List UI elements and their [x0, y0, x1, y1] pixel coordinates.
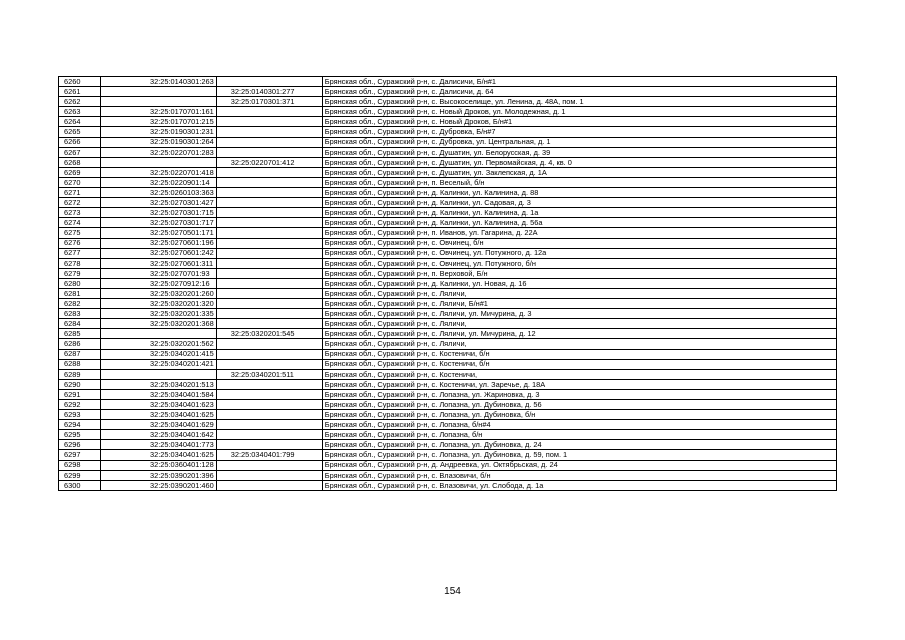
cadastral-number-cell: 32:25:0340401:629 [101, 420, 217, 430]
cadastral-number-cell: 32:25:0170701:161 [101, 107, 217, 117]
table-row [59, 329, 837, 339]
row-number-cell: 6286 [59, 339, 101, 349]
object-cadastral-number-cell [216, 177, 322, 187]
address-cell: Брянская обл., Суражский р-н, с. Лопазна, ул. Дубиновка, д. 56 [322, 400, 836, 410]
row-number-cell: 6291 [59, 389, 101, 399]
object-cadastral-number-cell [216, 228, 322, 238]
table-row [59, 349, 837, 359]
object-cadastral-number-cell [216, 127, 322, 137]
object-cadastral-number-cell [216, 299, 322, 309]
table-row [59, 228, 837, 238]
object-cadastral-number-cell: 32:25:0170301:371 [216, 97, 322, 107]
object-cadastral-number-cell [216, 258, 322, 268]
row-number-cell: 6274 [59, 218, 101, 228]
cadastral-number-cell: 32:25:0390201:460 [101, 480, 217, 490]
cadastral-number-cell: 32:25:0220701:283 [101, 147, 217, 157]
cadastral-number-cell: 32:25:0340401:773 [101, 440, 217, 450]
row-number-cell: 6261 [59, 87, 101, 97]
registry-table [58, 76, 837, 491]
row-number-cell: 6260 [59, 77, 101, 87]
row-number-cell: 6297 [59, 450, 101, 460]
table-row [59, 248, 837, 258]
cadastral-number-cell: 32:25:0270501:171 [101, 228, 217, 238]
row-number-cell: 6280 [59, 278, 101, 288]
row-number-cell: 6287 [59, 349, 101, 359]
table-row [59, 359, 837, 369]
address-cell: Брянская обл., Суражский р-н, с. Костеничи, б/н [322, 349, 836, 359]
row-number-cell: 6269 [59, 167, 101, 177]
address-cell: Брянская обл., Суражский р-н, с. Новый Дроков, ул. Молодежная, д. 1 [322, 107, 836, 117]
cadastral-number-cell: 32:25:0140301:263 [101, 77, 217, 87]
table-row [59, 278, 837, 288]
address-cell: Брянская обл., Суражский р-н, с. Влазовичи, б/н [322, 470, 836, 480]
address-cell: Брянская обл., Суражский р-н, с. Лопазна, ул. Дубиновка, д. 24 [322, 440, 836, 450]
cadastral-number-cell: 32:25:0270301:715 [101, 208, 217, 218]
address-cell: Брянская обл., Суражский р-н, с. Дубровка, Б/н#7 [322, 127, 836, 137]
row-number-cell: 6263 [59, 107, 101, 117]
row-number-cell: 6288 [59, 359, 101, 369]
table-row [59, 127, 837, 137]
address-cell: Брянская обл., Суражский р-н, с. Душатин, ул. Заклепская, д. 1А [322, 167, 836, 177]
address-cell: Брянская обл., Суражский р-н, с. Новый Дроков, Б/н#1 [322, 117, 836, 127]
row-number-cell: 6276 [59, 238, 101, 248]
address-cell: Брянская обл., Суражский р-н, с. Душатин, ул. Первомайская, д. 4, кв. 0 [322, 157, 836, 167]
table-row [59, 198, 837, 208]
object-cadastral-number-cell: 32:25:0340401:799 [216, 450, 322, 460]
row-number-cell: 6273 [59, 208, 101, 218]
cadastral-number-cell: 32:25:0340401:623 [101, 400, 217, 410]
registry-table-body [59, 77, 837, 491]
object-cadastral-number-cell [216, 389, 322, 399]
table-row [59, 309, 837, 319]
object-cadastral-number-cell [216, 117, 322, 127]
address-cell: Брянская обл., Суражский р-н, с. Лопазна, ул. Дубиновка, б/н [322, 410, 836, 420]
cadastral-number-cell: 32:25:0340401:584 [101, 389, 217, 399]
object-cadastral-number-cell [216, 440, 322, 450]
table-row [59, 137, 837, 147]
table-row [59, 218, 837, 228]
object-cadastral-number-cell [216, 268, 322, 278]
cadastral-number-cell: 32:25:0340401:625 [101, 410, 217, 420]
row-number-cell: 6265 [59, 127, 101, 137]
cadastral-number-cell: 32:25:0170701:215 [101, 117, 217, 127]
object-cadastral-number-cell [216, 430, 322, 440]
object-cadastral-number-cell [216, 278, 322, 288]
cadastral-number-cell: 32:25:0270301:427 [101, 198, 217, 208]
object-cadastral-number-cell [216, 167, 322, 177]
table-row [59, 379, 837, 389]
cadastral-number-cell: 32:25:0260103:363 [101, 188, 217, 198]
table-row [59, 268, 837, 278]
row-number-cell: 6262 [59, 97, 101, 107]
object-cadastral-number-cell [216, 309, 322, 319]
object-cadastral-number-cell [216, 379, 322, 389]
object-cadastral-number-cell [216, 137, 322, 147]
table-row [59, 460, 837, 470]
address-cell: Брянская обл., Суражский р-н, с. Душатин, ул. Белорусская, д. 39 [322, 147, 836, 157]
cadastral-number-cell: 32:25:0270301:717 [101, 218, 217, 228]
row-number-cell: 6296 [59, 440, 101, 450]
object-cadastral-number-cell [216, 470, 322, 480]
object-cadastral-number-cell [216, 359, 322, 369]
row-number-cell: 6268 [59, 157, 101, 167]
object-cadastral-number-cell [216, 198, 322, 208]
table-row [59, 208, 837, 218]
table-row [59, 107, 837, 117]
object-cadastral-number-cell: 32:25:0220701:412 [216, 157, 322, 167]
address-cell: Брянская обл., Суражский р-н, с. Лопазна, ул. Жариновка, д. 3 [322, 389, 836, 399]
table-row [59, 157, 837, 167]
address-cell: Брянская обл., Суражский р-н, с. Костеничи, б/н [322, 359, 836, 369]
row-number-cell: 6295 [59, 430, 101, 440]
cadastral-number-cell: 32:25:0190301:264 [101, 137, 217, 147]
table-row [59, 369, 837, 379]
address-cell: Брянская обл., Суражский р-н, с. Ляличи, ул. Мичурина, д. 12 [322, 329, 836, 339]
table-row [59, 420, 837, 430]
object-cadastral-number-cell [216, 410, 322, 420]
row-number-cell: 6285 [59, 329, 101, 339]
address-cell: Брянская обл., Суражский р-н, с. Ляличи, [322, 319, 836, 329]
cadastral-number-cell: 32:25:0270601:242 [101, 248, 217, 258]
row-number-cell: 6266 [59, 137, 101, 147]
cadastral-number-cell [101, 97, 217, 107]
object-cadastral-number-cell [216, 238, 322, 248]
table-row [59, 299, 837, 309]
object-cadastral-number-cell [216, 218, 322, 228]
cadastral-number-cell: 32:25:0320201:335 [101, 309, 217, 319]
cadastral-number-cell: 32:25:0270912:16 [101, 278, 217, 288]
cadastral-number-cell: 32:25:0270601:196 [101, 238, 217, 248]
object-cadastral-number-cell: 32:25:0340201:511 [216, 369, 322, 379]
table-row [59, 339, 837, 349]
address-cell: Брянская обл., Суражский р-н, д. Калинки, ул. Калинина, д. 88 [322, 188, 836, 198]
row-number-cell: 6267 [59, 147, 101, 157]
table-row [59, 430, 837, 440]
row-number-cell: 6300 [59, 480, 101, 490]
page-number: 154 [444, 586, 461, 597]
row-number-cell: 6272 [59, 198, 101, 208]
table-row [59, 117, 837, 127]
row-number-cell: 6278 [59, 258, 101, 268]
table-row [59, 400, 837, 410]
table-row [59, 77, 837, 87]
cadastral-number-cell: 32:25:0340401:625 [101, 450, 217, 460]
cadastral-number-cell: 32:25:0220701:418 [101, 167, 217, 177]
object-cadastral-number-cell [216, 339, 322, 349]
table-row [59, 188, 837, 198]
cadastral-number-cell: 32:25:0190301:231 [101, 127, 217, 137]
table-row [59, 440, 837, 450]
address-cell: Брянская обл., Суражский р-н, с. Овчинец, ул. Потужного, б/н [322, 258, 836, 268]
object-cadastral-number-cell [216, 400, 322, 410]
row-number-cell: 6282 [59, 299, 101, 309]
table-row [59, 288, 837, 298]
table-row [59, 238, 837, 248]
row-number-cell: 6290 [59, 379, 101, 389]
address-cell: Брянская обл., Суражский р-н, с. Ляличи, Б/н#1 [322, 299, 836, 309]
object-cadastral-number-cell [216, 480, 322, 490]
address-cell: Брянская обл., Суражский р-н, с. Костеничи, [322, 369, 836, 379]
address-cell: Брянская обл., Суражский р-н, п. Иванов, ул. Гагарина, д. 22А [322, 228, 836, 238]
address-cell: Брянская обл., Суражский р-н, с. Дубровка, ул. Центральная, д. 1 [322, 137, 836, 147]
row-number-cell: 6294 [59, 420, 101, 430]
cadastral-number-cell: 32:25:0220901:14 [101, 177, 217, 187]
address-cell: Брянская обл., Суражский р-н, д. Калинки, ул. Садовая, д. 3 [322, 198, 836, 208]
row-number-cell: 6281 [59, 288, 101, 298]
address-cell: Брянская обл., Суражский р-н, с. Овчинец, ул. Потужного, д. 12а [322, 248, 836, 258]
row-number-cell: 6279 [59, 268, 101, 278]
cadastral-number-cell: 32:25:0390201:396 [101, 470, 217, 480]
address-cell: Брянская обл., Суражский р-н, п. Верховой, Б/н [322, 268, 836, 278]
object-cadastral-number-cell: 32:25:0140301:277 [216, 87, 322, 97]
object-cadastral-number-cell [216, 349, 322, 359]
cadastral-number-cell: 32:25:0320201:260 [101, 288, 217, 298]
object-cadastral-number-cell [216, 248, 322, 258]
address-cell: Брянская обл., Суражский р-н, д. Калинки, ул. Калинина, д. 56а [322, 218, 836, 228]
cadastral-number-cell: 32:25:0340401:642 [101, 430, 217, 440]
table-row [59, 258, 837, 268]
cadastral-number-cell [101, 157, 217, 167]
row-number-cell: 6299 [59, 470, 101, 480]
table-row [59, 470, 837, 480]
address-cell: Брянская обл., Суражский р-н, д. Андреевка, ул. Октябрьская, д. 24 [322, 460, 836, 470]
object-cadastral-number-cell [216, 208, 322, 218]
table-row [59, 480, 837, 490]
cadastral-number-cell: 32:25:0340201:513 [101, 379, 217, 389]
address-cell: Брянская обл., Суражский р-н, с. Ляличи, [322, 288, 836, 298]
row-number-cell: 6275 [59, 228, 101, 238]
address-cell: Брянская обл., Суражский р-н, д. Калинки, ул. Калинина, д. 1а [322, 208, 836, 218]
address-cell: Брянская обл., Суражский р-н, с. Костеничи, ул. Заречье, д. 18А [322, 379, 836, 389]
object-cadastral-number-cell [216, 288, 322, 298]
object-cadastral-number-cell [216, 420, 322, 430]
row-number-cell: 6277 [59, 248, 101, 258]
cadastral-number-cell [101, 329, 217, 339]
address-cell: Брянская обл., Суражский р-н, с. Ляличи, ул. Мичурина, д. 3 [322, 309, 836, 319]
address-cell: Брянская обл., Суражский р-н, с. Далисичи, Б/н#1 [322, 77, 836, 87]
object-cadastral-number-cell [216, 319, 322, 329]
table-row [59, 410, 837, 420]
address-cell: Брянская обл., Суражский р-н, п. Веселый, б/н [322, 177, 836, 187]
row-number-cell: 6292 [59, 400, 101, 410]
table-row [59, 147, 837, 157]
address-cell: Брянская обл., Суражский р-н, с. Влазовичи, ул. Слобода, д. 1а [322, 480, 836, 490]
address-cell: Брянская обл., Суражский р-н, д. Калинки, ул. Новая, д. 16 [322, 278, 836, 288]
table-row [59, 167, 837, 177]
object-cadastral-number-cell: 32:25:0320201:545 [216, 329, 322, 339]
cadastral-number-cell: 32:25:0320201:562 [101, 339, 217, 349]
cadastral-number-cell: 32:25:0320201:320 [101, 299, 217, 309]
address-cell: Брянская обл., Суражский р-н, с. Овчинец, б/н [322, 238, 836, 248]
table-row [59, 389, 837, 399]
cadastral-number-cell [101, 87, 217, 97]
cadastral-number-cell: 32:25:0340201:415 [101, 349, 217, 359]
row-number-cell: 6271 [59, 188, 101, 198]
row-number-cell: 6283 [59, 309, 101, 319]
table-row [59, 177, 837, 187]
row-number-cell: 6298 [59, 460, 101, 470]
table-row [59, 319, 837, 329]
row-number-cell: 6289 [59, 369, 101, 379]
table-row [59, 87, 837, 97]
row-number-cell: 6284 [59, 319, 101, 329]
address-cell: Брянская обл., Суражский р-н, с. Ляличи, [322, 339, 836, 349]
object-cadastral-number-cell [216, 107, 322, 117]
address-cell: Брянская обл., Суражский р-н, с. Лопазна, б/н#4 [322, 420, 836, 430]
object-cadastral-number-cell [216, 460, 322, 470]
row-number-cell: 6264 [59, 117, 101, 127]
cadastral-number-cell: 32:25:0340201:421 [101, 359, 217, 369]
object-cadastral-number-cell [216, 147, 322, 157]
address-cell: Брянская обл., Суражский р-н, с. Высокоселище, ул. Ленина, д. 48А, пом. 1 [322, 97, 836, 107]
cadastral-number-cell: 32:25:0270701:93 [101, 268, 217, 278]
address-cell: Брянская обл., Суражский р-н, с. Далисичи, д. 64 [322, 87, 836, 97]
cadastral-number-cell [101, 369, 217, 379]
table-row [59, 97, 837, 107]
address-cell: Брянская обл., Суражский р-н, с. Лопазна, б/н [322, 430, 836, 440]
cadastral-number-cell: 32:25:0270601:311 [101, 258, 217, 268]
object-cadastral-number-cell [216, 77, 322, 87]
row-number-cell: 6270 [59, 177, 101, 187]
object-cadastral-number-cell [216, 188, 322, 198]
row-number-cell: 6293 [59, 410, 101, 420]
cadastral-number-cell: 32:25:0320201:368 [101, 319, 217, 329]
address-cell: Брянская обл., Суражский р-н, с. Лопазна, ул. Дубиновка, д. 59, пом. 1 [322, 450, 836, 460]
table-row [59, 450, 837, 460]
cadastral-number-cell: 32:25:0360401:128 [101, 460, 217, 470]
